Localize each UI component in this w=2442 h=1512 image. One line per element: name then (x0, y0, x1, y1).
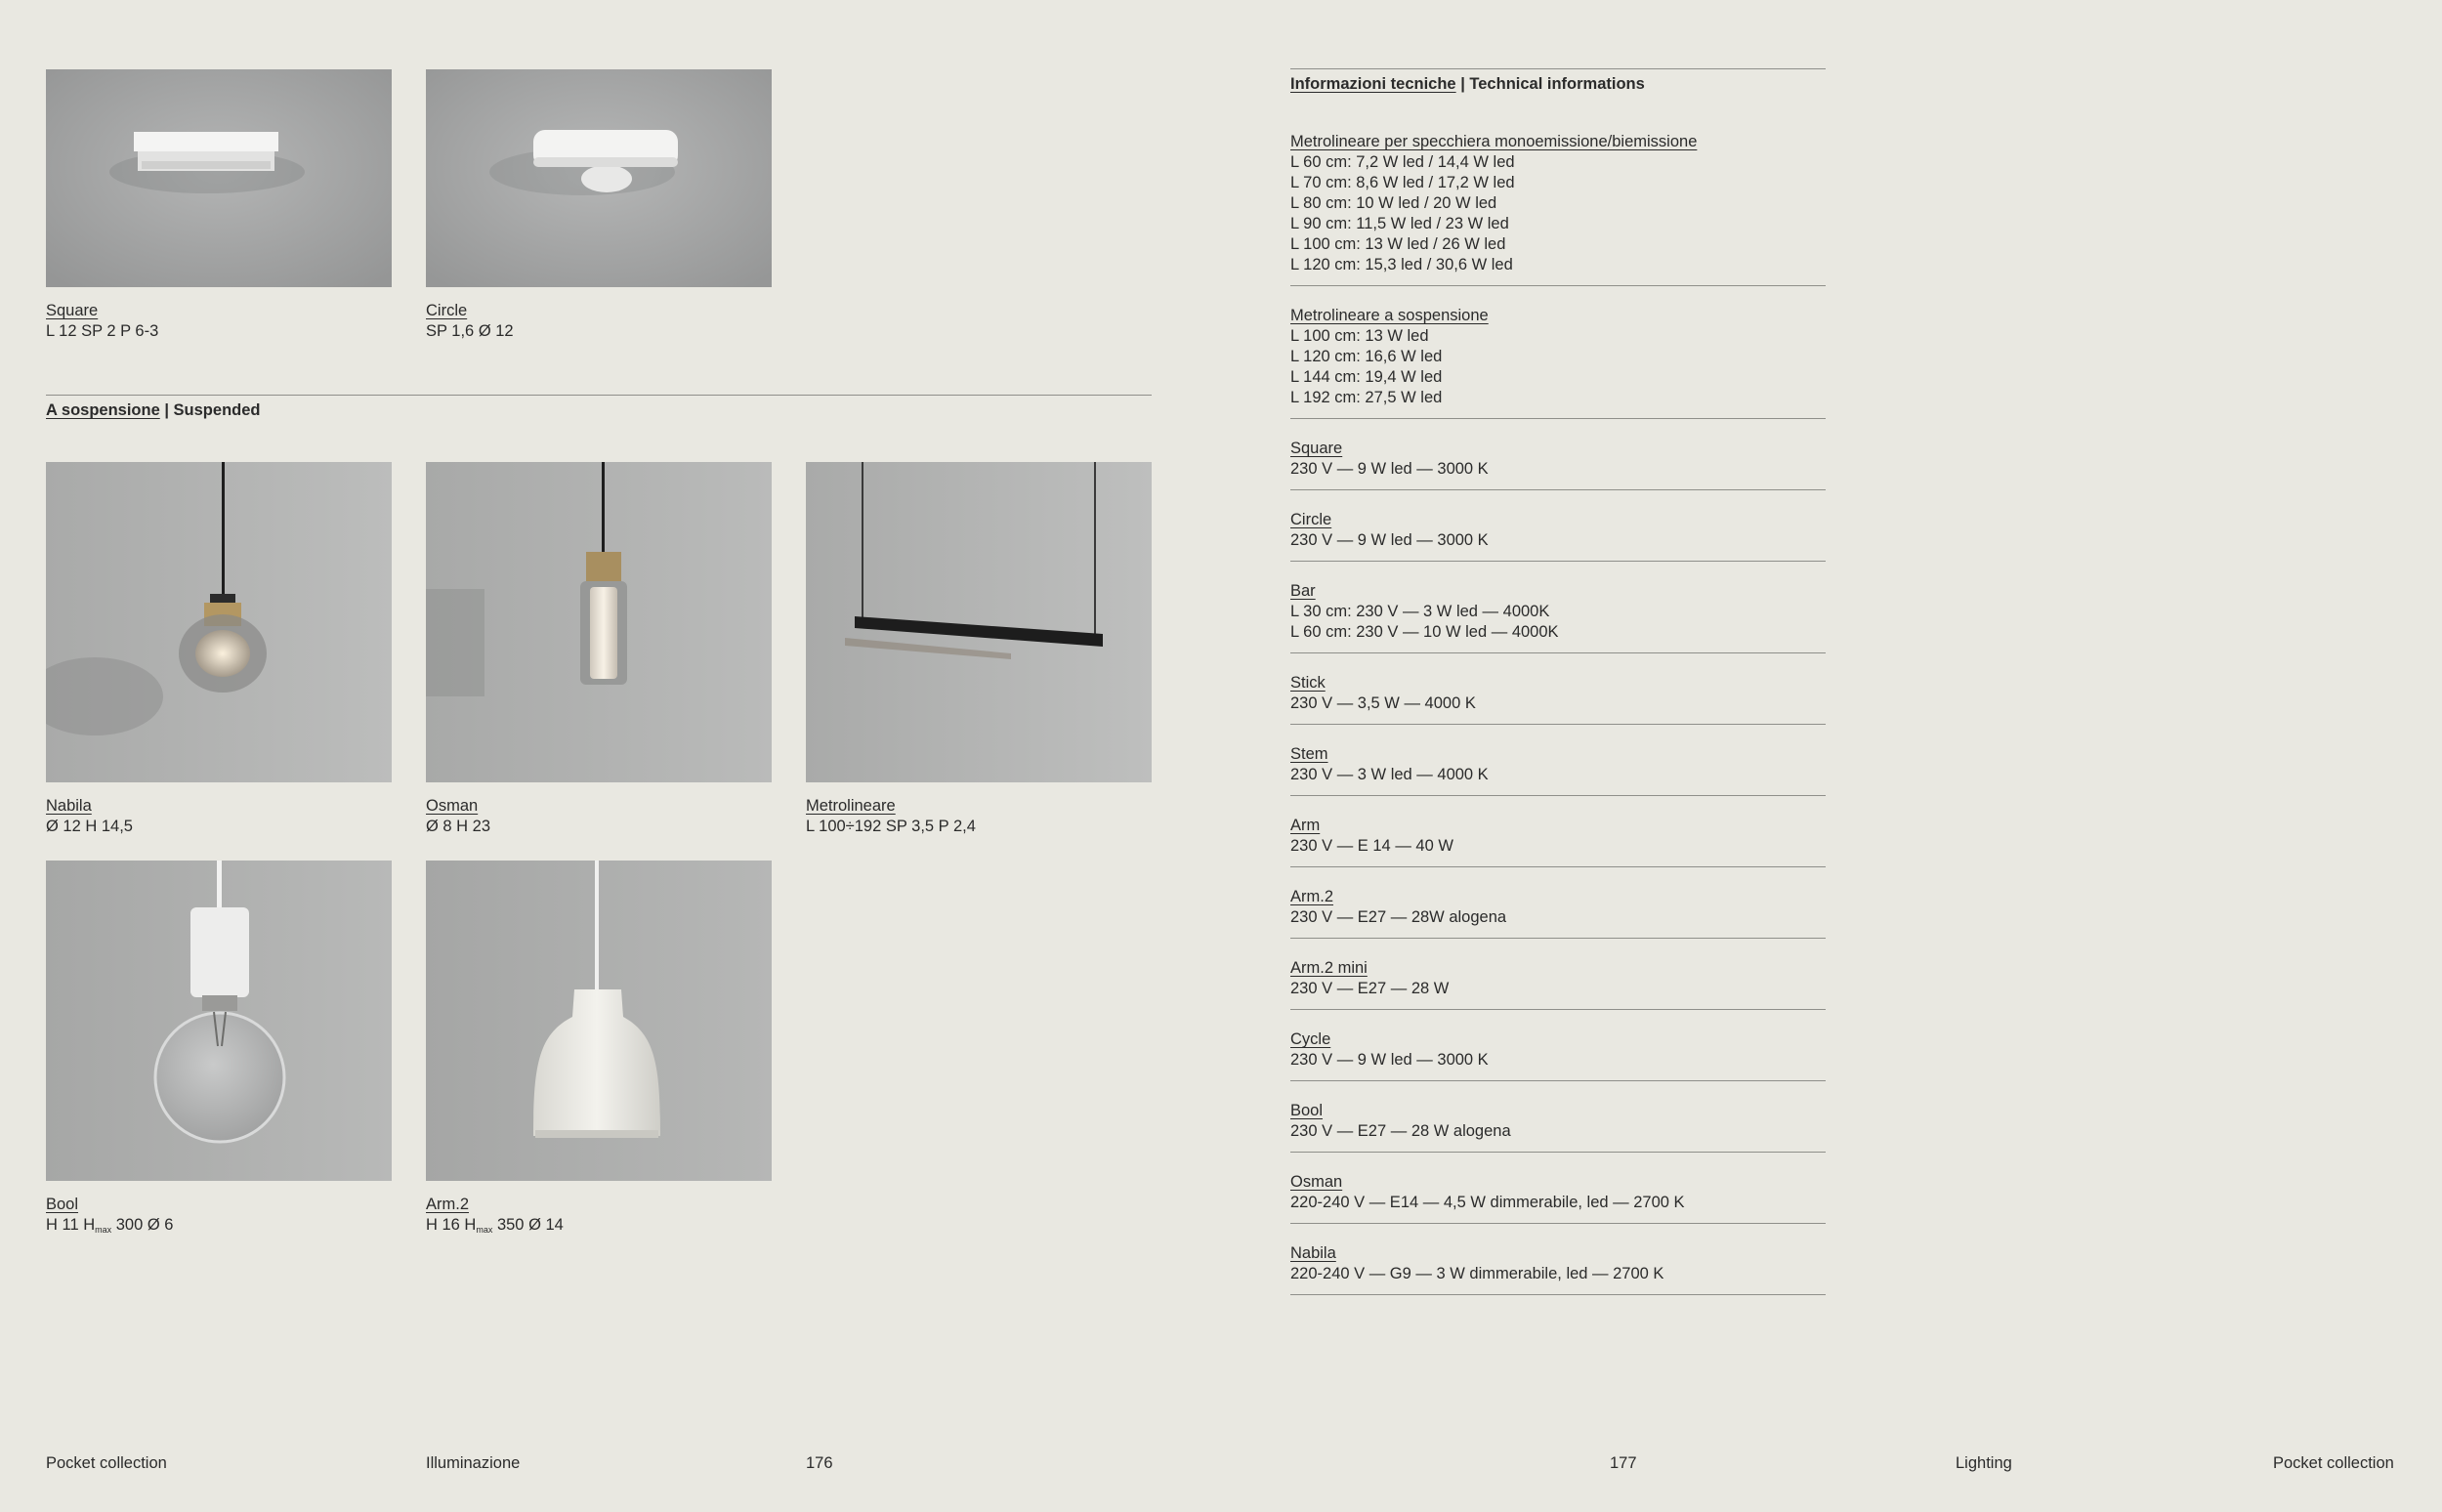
spec-line: L 70 cm: 8,6 W led / 17,2 W led (1290, 174, 1515, 191)
dims-suffix: 300 Ø 6 (111, 1216, 174, 1234)
circle-lamp-photo (426, 69, 772, 287)
nabila-caption (46, 796, 398, 837)
product-dimensions: Ø 12 H 14,5 (46, 818, 133, 835)
product-dimensions (426, 1215, 778, 1236)
spec-product-name: Circle (1290, 511, 1332, 528)
spec-line: L 90 cm: 11,5 W led / 23 W led (1290, 215, 1509, 232)
bool-caption (46, 1195, 398, 1236)
spec-block (1290, 816, 1826, 867)
product-name: Square (46, 302, 99, 319)
spec-line: 230 V — 9 W led — 3000 K (1290, 1051, 1489, 1069)
spec-line: 230 V — E27 — 28 W (1290, 980, 1450, 997)
spec-line: L 120 cm: 15,3 led / 30,6 W led (1290, 256, 1513, 273)
section-title-separator: | (159, 401, 174, 419)
spec-block (1290, 510, 1826, 562)
product-dimensions: Ø 8 H 23 (426, 818, 491, 835)
technical-info-title-it: Informazioni tecniche (1290, 75, 1456, 93)
product-name: Circle (426, 302, 468, 319)
nabila-lamp-photo (46, 462, 392, 782)
bool-lamp-photo (46, 861, 392, 1181)
spec-product-name: Square (1290, 440, 1343, 457)
spec-block (1290, 1243, 1826, 1295)
technical-info-top-rule (1290, 68, 1826, 69)
spec-product-name: Arm.2 (1290, 888, 1334, 905)
metrolineare-lamp-photo (806, 462, 1152, 782)
spec-product-name: Arm (1290, 817, 1321, 834)
spec-block (1290, 439, 1826, 490)
spec-line: L 60 cm: 230 V — 10 W led — 4000K (1290, 623, 1559, 641)
product-dimensions: SP 1,6 Ø 12 (426, 322, 514, 340)
product-name: Bool (46, 1196, 79, 1213)
product-name: Osman (426, 797, 479, 815)
spec-product-name: Cycle (1290, 1030, 1331, 1048)
spec-block (1290, 581, 1826, 653)
spec-block (1290, 1029, 1826, 1081)
footer-left-category: Illuminazione (426, 1454, 521, 1472)
footer-left-collection: Pocket collection (46, 1454, 167, 1472)
footer-right-page-number: 177 (1610, 1454, 1637, 1472)
footer-left-page-number: 176 (806, 1454, 833, 1472)
spec-line: L 100 cm: 13 W led (1290, 327, 1429, 345)
product-name: Arm.2 (426, 1196, 470, 1213)
spec-block (1290, 1101, 1826, 1153)
product-dimensions: L 100÷192 SP 3,5 P 2,4 (806, 818, 976, 835)
square-caption (46, 301, 398, 342)
spec-product-name: Bool (1290, 1102, 1324, 1119)
circle-caption (426, 301, 778, 342)
spec-block (1290, 744, 1826, 796)
spec-line: L 192 cm: 27,5 W led (1290, 389, 1443, 406)
spec-line: L 30 cm: 230 V — 3 W led — 4000K (1290, 603, 1550, 620)
spec-product-name: Metrolineare per specchiera monoemissione/biemissione (1290, 133, 1698, 150)
technical-info-title (1290, 74, 1645, 95)
product-name: Nabila (46, 797, 92, 815)
product-name: Metrolineare (806, 797, 896, 815)
metrolineare-caption (806, 796, 1158, 837)
technical-info-title-separator: | (1455, 75, 1470, 93)
footer-right-collection: Pocket collection (2273, 1454, 2394, 1472)
osman-lamp-photo (426, 462, 772, 782)
arm2-lamp-photo (426, 861, 772, 1181)
spec-product-name: Stem (1290, 745, 1328, 763)
spec-line: 230 V — 3 W led — 4000 K (1290, 766, 1489, 783)
spec-line: 220-240 V — G9 — 3 W dimmerabile, led — 2700 K (1290, 1265, 1664, 1282)
spec-line: 230 V — E27 — 28 W alogena (1290, 1122, 1511, 1140)
square-lamp-photo (46, 69, 392, 287)
section-title (46, 400, 260, 421)
spec-line: 230 V — 9 W led — 3000 K (1290, 531, 1489, 549)
spec-product-name: Arm.2 mini (1290, 959, 1368, 977)
spec-product-name: Metrolineare a sospensione (1290, 307, 1489, 324)
spec-block (1290, 306, 1826, 419)
dims-subscript: max (95, 1225, 112, 1235)
spec-block (1290, 887, 1826, 939)
product-dimensions (46, 1215, 398, 1236)
spec-product-name: Osman (1290, 1173, 1343, 1191)
spec-line: L 144 cm: 19,4 W led (1290, 368, 1443, 386)
technical-spec-list (1290, 132, 1826, 1315)
arm2-caption (426, 1195, 778, 1236)
spec-block (1290, 1172, 1826, 1224)
spec-line: L 80 cm: 10 W led / 20 W led (1290, 194, 1497, 212)
dims-subscript: max (476, 1225, 493, 1235)
spec-block (1290, 958, 1826, 1010)
spec-line: L 100 cm: 13 W led / 26 W led (1290, 235, 1506, 253)
osman-caption (426, 796, 778, 837)
spec-line: 230 V — 9 W led — 3000 K (1290, 460, 1489, 478)
spec-line: 230 V — E 14 — 40 W (1290, 837, 1453, 855)
spec-block (1290, 673, 1826, 725)
dims-prefix: H 16 H (426, 1216, 477, 1234)
technical-info-title-en: Technical informations (1469, 75, 1645, 93)
section-title-en: Suspended (173, 401, 261, 419)
spec-product-name: Bar (1290, 582, 1316, 600)
spec-line: L 60 cm: 7,2 W led / 14,4 W led (1290, 153, 1515, 171)
spec-product-name: Nabila (1290, 1244, 1336, 1262)
dims-prefix: H 11 H (46, 1216, 96, 1234)
product-dimensions: L 12 SP 2 P 6-3 (46, 322, 159, 340)
section-divider (46, 395, 1152, 396)
spec-block (1290, 132, 1826, 286)
dims-suffix: 350 Ø 14 (492, 1216, 564, 1234)
spec-line: L 120 cm: 16,6 W led (1290, 348, 1443, 365)
footer-right-category: Lighting (1956, 1454, 2012, 1472)
spec-line: 230 V — 3,5 W — 4000 K (1290, 694, 1476, 712)
spec-line: 220-240 V — E14 — 4,5 W dimmerabile, led — 2700 K (1290, 1194, 1685, 1211)
spec-line: 230 V — E27 — 28W alogena (1290, 908, 1507, 926)
spec-product-name: Stick (1290, 674, 1326, 692)
section-title-it: A sospensione (46, 401, 160, 419)
